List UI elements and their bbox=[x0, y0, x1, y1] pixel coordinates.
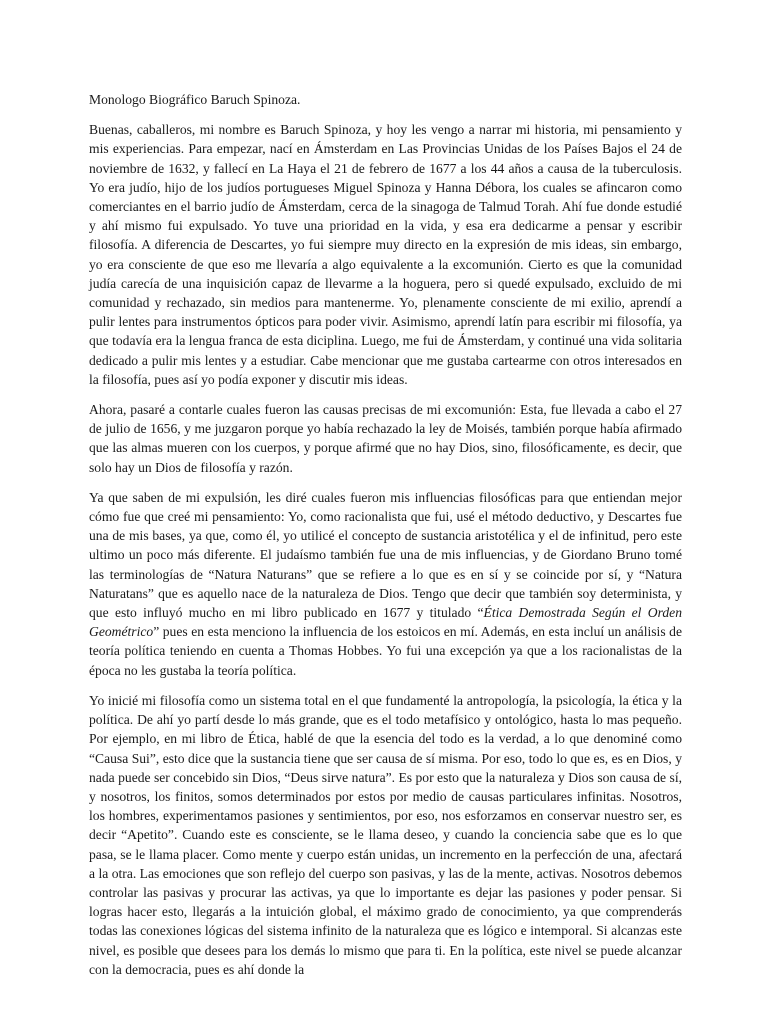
paragraph-biography: Buenas, caballeros, mi nombre es Baruch Spinoza, y hoy les vengo a narrar mi historia, mi pensamiento y mis experiencias. Para empezar, nací en Ámsterdam en Las Provincias Unidas de los Países Bajos el 24 de noviembre de 1632, y fallecí en La Haya el 21 de febrero de 1677 a los 44 años a causa de la tuberculosis. Yo era judío, hijo de los judíos portugueses Miguel Spinoza y Hanna Débora, los cuales se afincaron como comerciantes en el barrio judío de Ámsterdam, cerca de la sinagoga de Talmud Torah. Ahí fue donde estudié y ahí mismo fui expulsado. Yo tuve una prioridad en la vida, y esa era dedicarme a pensar y escribir filosofía. A diferencia de Descartes, yo fui siempre muy directo en la expresión de mis ideas, sin embargo, yo era consciente de que eso me llevaría a algo equivalente a la excomunión. Cierto es que la comunidad judía carecía de una inquisición capaz de llevarme a la hoguera, pero si quedé expulsado, excluido de mi comunidad y rechazado, sin medios para mantenerme. Yo, plenamente consciente de mi exilio, aprendí a pulir lentes para instrumentos ópticos para poder vivir. Asimismo, aprendí latín para escribir mi filosofía, ya que todavía era la lengua franca de esta diciplina. Luego, me fui de Ámsterdam, y continué una vida solitaria dedicado a pulir mis lentes y a estudiar. Cabe mencionar que me gustaba cartearme con otros interesados en la filosofía, pues así yo podía exponer y discutir mis ideas. bbox=[89, 122, 682, 387]
paragraph-influences-text-start: Ya que saben de mi expulsión, les diré cuales fueron mis influencias filosóficas para que entiendan mejor cómo fue que creé mi pensamiento: Yo, como racionalista que fui, usé el método deductivo, y Descartes fue una de mis bases, ya que, como él, yo utilicé el concepto de sustancia aristotélica y el de infinitud, pero este ultimo un poco más diferente. El judaísmo también fue una de mis influencias, y de Giordano Bruno tomé las terminologías de “Natura Naturans” que se refiere a lo que es en sí y se coincide por sí, y “Natura Naturatans” que es aquello nace de la naturaleza de Dios. Tengo que decir que también soy determinista, y que esto influyó mucho en mi libro publicado en 1677 y titulado “ bbox=[89, 489, 682, 621]
document-title: Monologo Biográfico Baruch Spinoza. bbox=[89, 92, 301, 107]
book-title-italic: Ética Demostrada Según el Orden Geométrico bbox=[89, 605, 682, 640]
paragraph-influences-text-end: ” pues en esta menciono la influencia de los estoicos en mí. Además, en esta incluí un análisis de teoría política teniendo en cuenta a Thomas Hobbes. Yo fui una excepción ya que a los racionalistas de la época no les gustaba la teoría política. bbox=[89, 624, 682, 678]
paragraph-influences bbox=[89, 488, 682, 680]
paragraph-excommunication: Ahora, pasaré a contarle cuales fueron las causas precisas de mi excomunión: Esta, fue llevada a cabo el 27 de julio de 1656, y me juzgaron porque yo había rechazado la ley de Moisés, también porque había afirmado que las almas mueren con los cuerpos, y porque afirmé que no hay Dios, sino, filosóficamente, es decir, que solo hay un Dios de filosofía y razón. bbox=[89, 402, 682, 475]
paragraph-philosophy-system: Yo inicié mi filosofía como un sistema total en el que fundamenté la antropología, la psicología, la ética y la política. De ahí yo partí desde lo más grande, que es el todo metafísico y ontológico, hasta lo mas pequeño. Por ejemplo, en mi libro de Ética, hablé de que la esencia del todo es la verdad, a lo que denominé como “Causa Sui”, esto dice que la sustancia tiene que ser causa de sí misma. Por eso, todo lo que es, es en Dios, y nada puede ser concebido sin Dios, “Deus sirve natura”. Es por esto que la naturaleza y Dios son causa de sí, y nosotros, los finitos, somos determinados por estos por medio de causas particulares infinitas. Nosotros, los hombres, experimentamos pasiones y sentimientos, por eso, nos esforzamos en conservar nuestro ser, es decir “Apetito”. Cuando este es consciente, se le llama deseo, y cuando la conciencia sabe que es lo que pasa, se le llama placer. Como mente y cuerpo están unidas, un incremento en la perfección de una, afectará a la otra. Las emociones que son reflejo del cuerpo son pasivas, y las de la mente, activas. Nosotros debemos controlar las pasivas y procurar las activas, ya que lo importante es dejar las pasiones y poder pensar. Si logras hacer esto, llegarás a la intuición global, el máximo grado de conocimiento, ya que comprenderás todas las conexiones lógicas del sistema infinito de la naturaleza que es lógico e intemporal. Si alcanzas este nivel, es posible que desees para los demás lo mismo que para ti. En la política, este nivel se puede alcanzar con la democracia, pues es ahí donde la bbox=[89, 692, 682, 977]
document-page bbox=[89, 90, 682, 990]
